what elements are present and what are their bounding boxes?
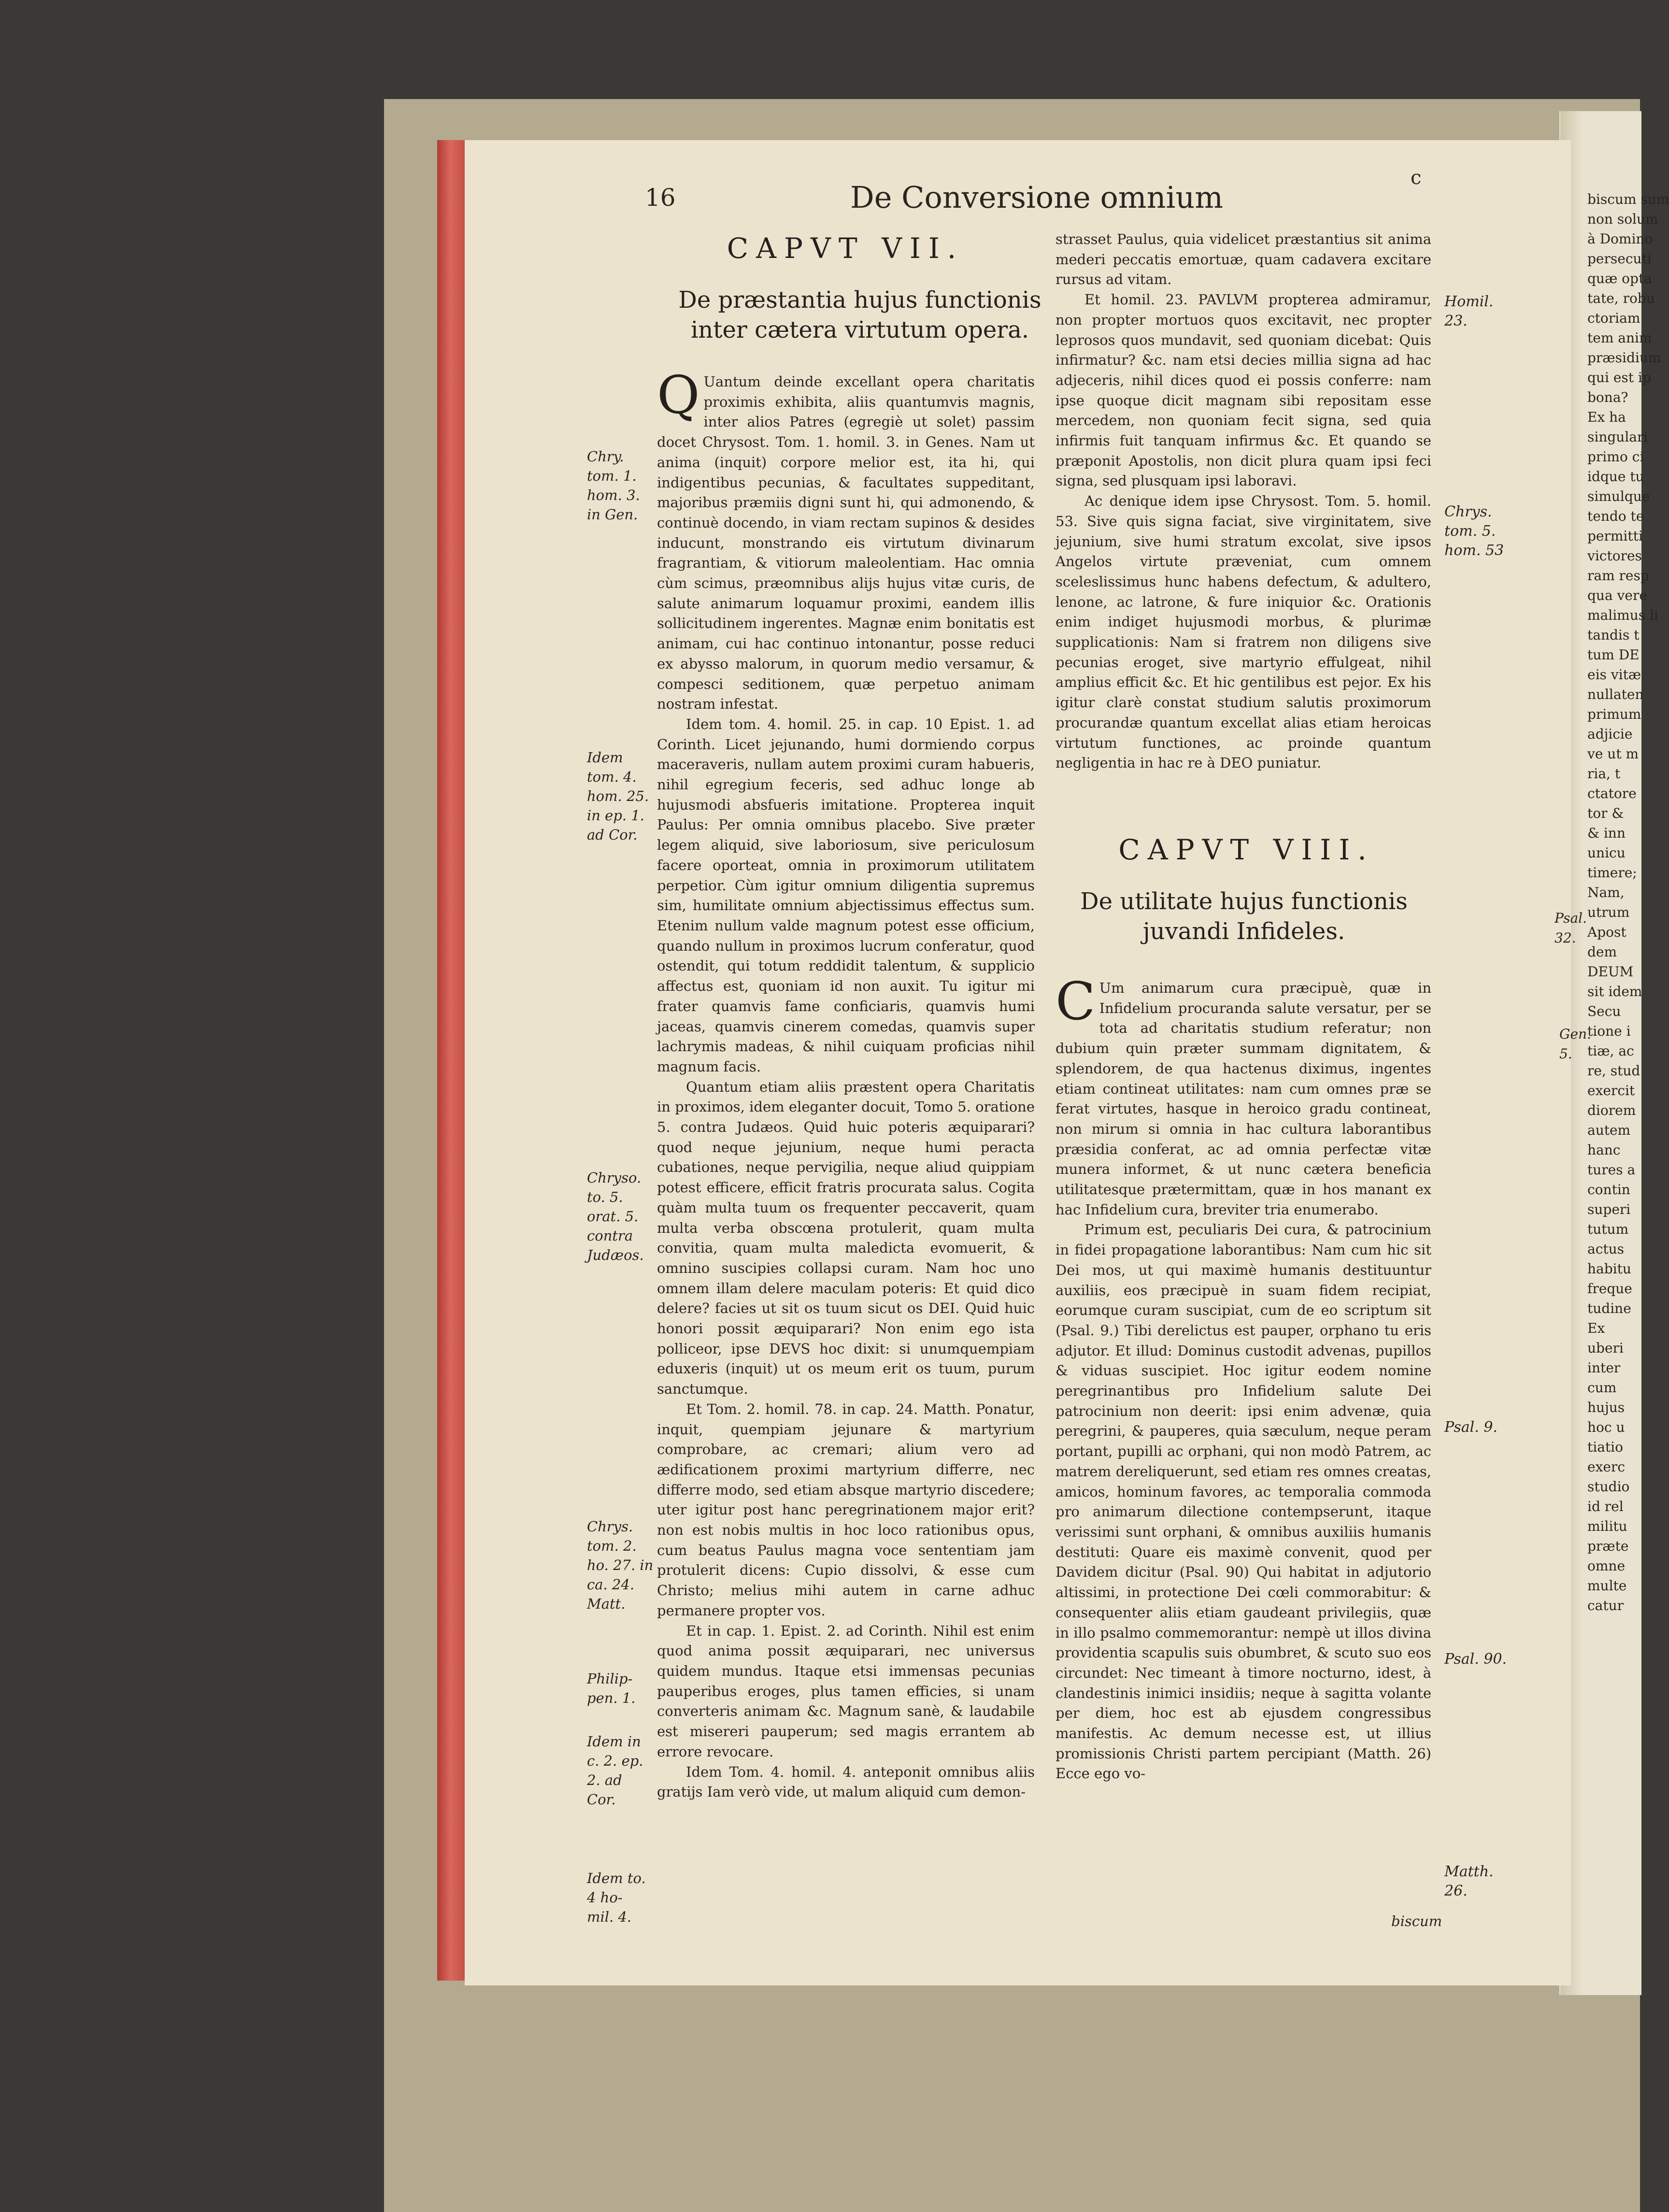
chapter-heading-right: CAPVT VIII. (1118, 833, 1374, 866)
facing-line: primum (1587, 706, 1641, 722)
facing-margin-note: Gen. 5. (1559, 1026, 1591, 1062)
paragraph: Et homil. 23. PAVLVM propterea admiramur, non propter mortuos quos excitavit, nec propter leprosos quos mundavit, sed quoniam dicebat: Quis infirmatur? &c. nam etsi decies millia signa ad hac adjeceris, nihil dices quod ei possis conferre: nam ipse quoque dicit magnam sibi repositam esse mercedem, non quoniam fecit signa, sed quia infirmis fuit tanquam infirmus &c. Et quando se præponit Apostolis, non dicit plura quam ipsi feci signa, sed plusquam ipsi laboravi. (1056, 291, 1431, 489)
margin-note: Idem to. 4 ho- mil. 4. (587, 1870, 646, 1925)
catchword: biscum (1391, 1913, 1442, 1929)
facing-line: ria, t (1587, 766, 1621, 782)
right-column-text-bottom (1056, 971, 1431, 1784)
margin-note: Idem in c. 2. ep. 2. ad Cor. (587, 1733, 643, 1808)
chapter-subtitle-left: De præstantia hujus functionis inter cætera virtutum opera. (678, 286, 1041, 343)
facing-line: quæ opta (1587, 271, 1652, 286)
facing-line: tandis t (1587, 627, 1640, 643)
facing-line: tor & (1587, 805, 1624, 821)
facing-line: Ex ha (1587, 409, 1626, 425)
margin-note: Chrys. tom. 5. hom. 53 (1444, 503, 1504, 559)
facing-line: idque tu (1587, 469, 1644, 485)
facing-line: sit idem (1587, 984, 1642, 999)
facing-line: tendo te (1587, 508, 1644, 524)
page-number: 16 (645, 184, 676, 212)
paragraph: C Um animarum cura præcipuè, quæ in Infidelium procuranda salute versatur, per se tota ad charitatis studium referatur; non dubium quin præter summam dignitatem, & splendorem, de qua hactenus diximus, ingentes etiam contineat utilitates: nam cum omnes præ se ferat virtutes, hasque in heroico gradu contineat, non mirum si omnia in hac cultura laborantibus præsidia conferat, ac ad omnia perfectæ vitæ munera informet, & ut nunc cætera beneficia utilitatesque prætermittam, quæ in hos manant ex hac Infidelium cura, breviter tria enumerabo. (1056, 971, 1431, 1218)
corner-mark: c (1411, 167, 1422, 189)
margin-note: Philip- pen. 1. (587, 1670, 636, 1706)
facing-line: exerc (1587, 1459, 1625, 1475)
margin-note: Chrys. tom. 2. ho. 27. in ca. 24. Matt. (587, 1518, 654, 1612)
facing-line: tiatio (1587, 1439, 1623, 1455)
paragraph: Et Tom. 2. homil. 78. in cap. 24. Matth. Ponatur, inquit, quempiam jejunare & martyrium comprobare, ac cremari; alium vero ad ædificationem proximi martyrium differre, nec differre modo, sed etiam absque martyrio discedere; uter igitur post hanc peregrinationem major erit? non est nobis multis in hoc loco rationibus opus, cum beatus Paulus magna voce sententiam jam protulerit dicens: Cupio dissolvi, & esse cum Christo; melius mihi autem in carne adhuc permanere propter vos. (657, 1400, 1035, 1619)
facing-line: militu (1587, 1518, 1627, 1534)
facing-line: tutum (1587, 1221, 1629, 1237)
facing-line: persecuti (1587, 251, 1652, 267)
facing-line: Secu (1587, 1003, 1621, 1019)
facing-line: singulari (1587, 429, 1648, 445)
facing-line: à Domino (1587, 231, 1653, 247)
facing-line: biscum sum (1587, 191, 1669, 207)
facing-line: cum (1587, 1380, 1617, 1396)
facing-line: præte (1587, 1538, 1629, 1554)
paragraph: Ac denique idem ipse Chrysost. Tom. 5. homil. 53. Sive quis signa faciat, sive virginitatem, sive jejunium, sive humi stratum excolat, sive ipsos Angelos virtute præveniat, cum omnem sceleslissimus hunc habens defectum, & adultero, lenone, ac latrone, & fure iniquior &c. Orationis enim indiget hujusmodi morbus, & plurimæ supplicationis: Nam si fratrem non diligens sive pecunias eroget, sive martyrio effulgeat, nihil amplius efficit &c. Et hic gentilibus est pejor. Ex his igitur clarè constat studium salutis proximorum procurandæ quantum excellat alias etiam heroicas virtutum functiones, ac proinde quantum negligentia in hac re à DEO puniatur. (1056, 493, 1431, 771)
paragraph: Idem tom. 4. homil. 25. in cap. 10 Epist. 1. ad Corinth. Licet jejunando, humi dormiendo corpus maceraveris, nullam autem proximi curam habueris, nihil egregium feceris, sed adhuc longe ab hujusmodi absfueris imitatione. Propterea inquit Paulus: Per omnia omnibus placebo. Sive præter legem aliquid, sive laboriosum, sive periculosum facere oporteat, omnia in proximorum utilitatem perpetior. Cùm igitur omnium diligentia supremus sim, humilitate omnium abjectissimus effectus sum. Etenim nullum valde magnum potest esse officium, quando nullum in proximos lucrum conferatur, quod ostendit, qui totum reddidit talentum, & supplicio affectus est, quoniam id non auxit. Tu igitur mi frater quamvis fame conficiaris, quamvis humi jaceas, quamvis cinerem comedas, quamvis super lachrymis madeas, & nihil cuiquam proficias nihil magnum facis. (657, 715, 1035, 1075)
facing-line: inter (1587, 1360, 1621, 1376)
facing-line: tures a (1587, 1162, 1636, 1178)
paragraph: Et in cap. 1. Epist. 2. ad Corinth. Nihil est enim quod anima possit æquiparari, nec universus quidem mundus. Itaque etsi immensas pecunias pauperibus eroges, plus tamen efficies, si unam converteris animam &c. Magnum sanè, & laudabile est misereri pauperum; sed magis errantem ab errore revocare. (657, 1622, 1035, 1760)
facing-line: timere; (1587, 865, 1637, 881)
facing-line: utrum (1587, 904, 1630, 920)
facing-line: uberi (1587, 1340, 1624, 1356)
facing-line: bona? (1587, 389, 1628, 405)
facing-line: ctatore (1587, 785, 1637, 801)
margin-note: Matth. 26. (1444, 1863, 1494, 1899)
facing-line: primo ci (1587, 449, 1644, 465)
facing-line: superi (1587, 1201, 1631, 1217)
facing-line: ram resp (1587, 568, 1649, 584)
facing-line: DEUM (1587, 964, 1634, 980)
facing-line: studio (1587, 1479, 1630, 1495)
chapter-heading-left: CAPVT VII. (727, 232, 964, 265)
paragraph: Primum est, peculiaris Dei cura, & patrocinium in fidei propagatione laborantibus: Nam cum hic sit Dei mos, ut qui maximè humanis destituuntur auxiliis, eos præcipuè in suam fidem recipiat, eorumque curam suscipiat, cum de eo scriptum sit (Psal. 9.) Tibi derelictus est pauper, orphano tu eris adjutor. Et illud: Dominus custodit advenas, pupillos & viduas suscipiet. Hoc igitur eodem nomine peregrinantibus pro Infidelium salute Dei patrocinium non deerit: ipsi enim advenæ, quia peregrini, & pauperes, quia sæculum, neque peram portant, pupilli ac orphani, qui non modò Patrem, ac matrem dereliquerunt, sed etiam res omnes creatas, amicos, hominum favores, ac temporalia commoda pro animarum dilectione contempserunt, itaque verissimi sunt orphani, & omnibus auxiliis humanis destituti: Quare eis maximè convenit, quod per Davidem dicitur (Psal. 90) Qui habitat in adjutorio altissimi, in protectione Dei cœli commorabitur: & consequenter aliis etiam gaudeant privilegiis, quæ in illo psalmo commemorantur: nempè ut illos divina providentia scapulis suis obumbret, & scuto suo eos circundet: Nec timeant à timore nocturno, idest, à clandestinis inimici insidiis; neque à sagitta volante per diem, hoc est ab ejusdem congressibus manifestis. Ac demum necesse est, ut illius promissionis Christi partem percipiant (Matth. 26) Ecce ego vo- (1056, 1221, 1431, 1782)
margin-note: Chry. tom. 1. hom. 3. in Gen. (587, 448, 640, 523)
facing-page-text (1587, 189, 1669, 1938)
facing-line: præsidium (1587, 350, 1661, 366)
facing-line: nullaten (1587, 686, 1644, 702)
facing-line: catur (1587, 1598, 1624, 1613)
drop-cap: Q (657, 365, 700, 426)
facing-line: tum DE (1587, 647, 1640, 663)
drop-cap: C (1056, 971, 1096, 1032)
paragraph: strasset Paulus, quia videlicet præstantius sit anima mederi peccatis emortuæ, quam cadavera excitare rursus ad vitam. (1056, 231, 1431, 288)
facing-margin-note: Psal. 32. (1555, 910, 1587, 946)
facing-line: omne (1587, 1558, 1626, 1574)
facing-line: Ex (1587, 1320, 1605, 1336)
facing-line: tiæ, ac (1587, 1043, 1634, 1059)
margin-note: Psal. 90. (1444, 1651, 1507, 1668)
paragraph: Quantum etiam aliis præstent opera Charitatis in proximos, idem eleganter docuit, Tomo 5. oratione 5. contra Judæos. Quid huic poteris æquiparari? quod neque jejunium, neque humi peracta cubationes, neque pervigilia, neque aliud quippiam potest efficere, efficit fratris procurata salus. Cogita quàm multa tuum os frequenter peccaverit, quam multa verba obscœna protulerit, quam multa convitia, quam multa maledicta evomuerit, & omnino suscipies collapsi curam. Nam hoc uno omnem illam delere maculam poteris: Et quid dico delere? facies ut sit os tuum sicut os DEI. Quid huic honori possit æquiparari? Non enim ego ista polliceor, ipse DEVS hoc dixit: si unumquempiam eduxeris (inquit) ut os meum erit os tuum, purum sanctumque. (657, 1078, 1035, 1398)
margin-note: Homil. 23. (1444, 293, 1494, 329)
facing-line: simulque (1587, 488, 1650, 504)
facing-line: qua vere (1587, 587, 1647, 603)
facing-line: non solum (1587, 211, 1658, 227)
facing-line: qui est ip (1587, 370, 1651, 385)
facing-line: eis vitæ (1587, 667, 1641, 683)
paragraph: Q Uantum deinde excellant opera charitatis proximis exhibita, aliis quantumvis magnis, inter alios Patres (egregiè ut solet) passim docet Chrysost. Tom. 1. homil. 3. in Genes. Nam ut anima (inquit) corpore melior est, ita hi, qui indigentibus pecunias, & facultates suppeditant, majoribus præmiis digni sunt hi, qui admonendo, & continuè docendo, in viam rectam supinos & desides inducunt, monstrando eis virtutum divinarum fragrantiam, & vitiorum maleolentiam. Hac omnia cùm scimus, præomnibus alijs hujus vitæ curis, de salute animarum loquamur proximi, eandem illis sollicitudinem ingerentes. Magnæ enim bonitatis est animam, cui hac continuo intonantur, posse reduci ex abysso malorum, in quorum medio versamur, & compesci seditionem, quæ perpetuo animam nostram infestat. (657, 365, 1035, 713)
facing-line: habitu (1587, 1261, 1631, 1277)
facing-line: tem anim (1587, 330, 1652, 346)
facing-line: tudine (1587, 1300, 1631, 1316)
margin-note: Psal. 9. (1444, 1419, 1498, 1436)
facing-line: unicu (1587, 845, 1626, 861)
facing-line: Apost (1587, 924, 1626, 940)
facing-line: hujus (1587, 1399, 1625, 1415)
facing-line: adjicie (1587, 726, 1633, 742)
facing-line: autem (1587, 1122, 1631, 1138)
facing-line: hoc u (1587, 1419, 1625, 1435)
facing-line: permitti (1587, 528, 1643, 544)
facing-line: malimus li (1587, 607, 1658, 623)
red-page-edge (437, 140, 466, 1981)
facing-line: actus (1587, 1241, 1625, 1257)
facing-line: & inn (1587, 825, 1626, 841)
facing-line: re, stud (1587, 1063, 1640, 1079)
chapter-subtitle-right: De utilitate hujus functionis juvandi Infideles. (1080, 888, 1408, 945)
facing-line: ctoriam (1587, 310, 1640, 326)
margin-note: Idem tom. 4. hom. 25. in ep. 1. ad Cor. (587, 749, 649, 843)
facing-line: ve ut m (1587, 746, 1639, 762)
facing-line: tione i (1587, 1023, 1631, 1039)
facing-line: id rel (1587, 1498, 1624, 1514)
margin-note: Chryso. to. 5. orat. 5. contra Judæos. (587, 1170, 644, 1263)
facing-line: dem (1587, 944, 1617, 960)
facing-line: freque (1587, 1281, 1632, 1297)
facing-line: hanc (1587, 1142, 1621, 1158)
running-title: De Conversione omnium (850, 180, 1224, 215)
facing-line: victores (1587, 548, 1642, 564)
facing-line: diorem (1587, 1102, 1636, 1118)
facing-line: exercit (1587, 1083, 1635, 1099)
facing-line: Nam, (1587, 885, 1625, 900)
right-column-text-top (1056, 229, 1431, 773)
paragraph: Idem Tom. 4. homil. 4. anteponit omnibus aliis gratijs Iam verò vide, ut malum aliquid cum demon- (657, 1763, 1035, 1800)
facing-line: tate, robu (1587, 290, 1655, 306)
facing-line: multe (1587, 1578, 1627, 1594)
left-column-text (657, 365, 1035, 1802)
facing-line: contin (1587, 1182, 1630, 1198)
